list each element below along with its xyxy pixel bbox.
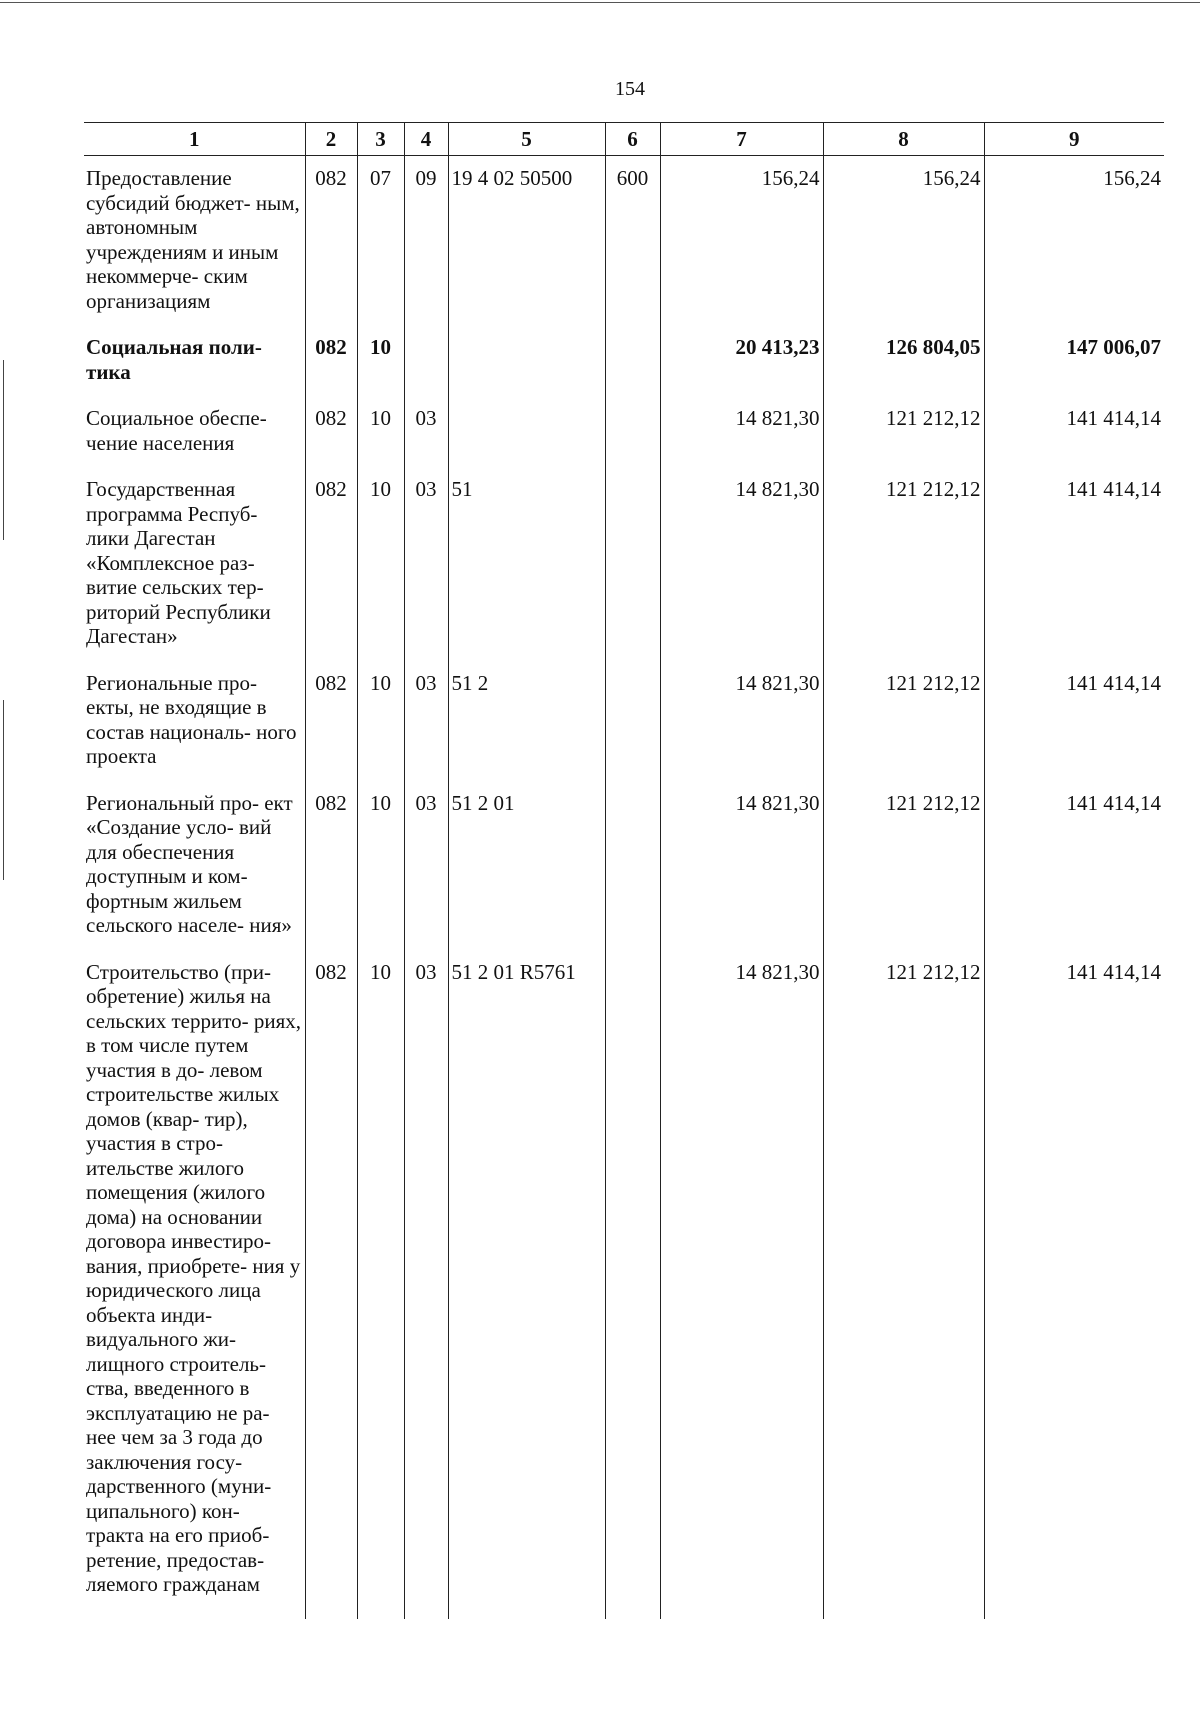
- row-name: Региональные про- екты, не входящие в состав националь- ного проекта: [86, 670, 297, 768]
- cell-amount-9: 147 006,07: [984, 335, 1164, 406]
- cell-amount-8: 126 804,05: [823, 335, 984, 406]
- table-row: [84, 960, 1164, 1619]
- cell-section: 07: [357, 156, 404, 336]
- cell-section: 10: [357, 960, 404, 1619]
- scan-top-border: [0, 2, 1200, 3]
- cell-ministry-code: 082: [305, 156, 357, 336]
- cell-amount-9: 141 414,14: [984, 406, 1164, 477]
- cell-expense-type: [605, 960, 660, 1619]
- cell-expense-type: [605, 477, 660, 671]
- col-header-8: 8: [823, 123, 984, 156]
- budget-table: [84, 122, 1164, 1619]
- cell-ministry-code: 082: [305, 960, 357, 1619]
- cell-amount-7: 156,24: [660, 156, 823, 336]
- row-name: Государственная программа Респуб- лики Дагестан «Комплексное раз- витие сельских тер- риторий Республики Дагестан»: [86, 477, 271, 648]
- cell-ministry-code: 082: [305, 671, 357, 791]
- page-number: 154: [615, 78, 645, 100]
- cell-target-article: 51: [448, 477, 605, 671]
- cell-target-article: 51 2 01: [448, 791, 605, 960]
- cell-amount-7: 14 821,30: [660, 960, 823, 1619]
- cell-subsection: 03: [404, 406, 448, 477]
- cell-subsection: 03: [404, 960, 448, 1619]
- table-row: [84, 406, 1164, 477]
- col-header-2: 2: [305, 123, 357, 156]
- table-row: [84, 156, 1164, 336]
- cell-amount-7: 14 821,30: [660, 671, 823, 791]
- cell-section: 10: [357, 335, 404, 406]
- scan-mark: [3, 700, 4, 880]
- cell-amount-7: 20 413,23: [660, 335, 823, 406]
- cell-expense-type: [605, 671, 660, 791]
- cell-section: 10: [357, 791, 404, 960]
- scan-mark: [3, 360, 4, 540]
- cell-ministry-code: 082: [305, 791, 357, 960]
- table-row: [84, 335, 1164, 406]
- cell-expense-type: [605, 335, 660, 406]
- cell-amount-8: 121 212,12: [823, 477, 984, 671]
- cell-subsection: 03: [404, 477, 448, 671]
- cell-ministry-code: 082: [305, 406, 357, 477]
- cell-amount-8: 121 212,12: [823, 960, 984, 1619]
- cell-amount-9: 141 414,14: [984, 960, 1164, 1619]
- cell-target-article: [448, 406, 605, 477]
- col-header-4: 4: [404, 123, 448, 156]
- cell-section: 10: [357, 477, 404, 671]
- cell-amount-9: 141 414,14: [984, 477, 1164, 671]
- cell-subsection: 09: [404, 156, 448, 336]
- cell-target-article: [448, 335, 605, 406]
- cell-amount-9: 141 414,14: [984, 671, 1164, 791]
- row-name: Социальная поли- тика: [86, 335, 262, 384]
- table-row: [84, 791, 1164, 960]
- cell-amount-8: 156,24: [823, 156, 984, 336]
- col-header-7: 7: [660, 123, 823, 156]
- col-header-9: 9: [984, 123, 1164, 156]
- cell-amount-8: 121 212,12: [823, 406, 984, 477]
- cell-target-article: 51 2: [448, 671, 605, 791]
- row-name: Региональный про- ект «Создание усло- вий для обеспечения доступным и ком- фортным жильем сельского населе- ния»: [86, 790, 293, 937]
- cell-ministry-code: 082: [305, 335, 357, 406]
- cell-expense-type: [605, 791, 660, 960]
- col-header-5: 5: [448, 123, 605, 156]
- cell-target-article: 19 4 02 50500: [448, 156, 605, 336]
- cell-ministry-code: 082: [305, 477, 357, 671]
- col-header-3: 3: [357, 123, 404, 156]
- table-row: [84, 477, 1164, 671]
- row-name: Предоставление субсидий бюджет- ным, автономным учреждениям и иным некоммерче- ским организациям: [86, 166, 300, 313]
- cell-amount-9: 141 414,14: [984, 791, 1164, 960]
- row-name: Строительство (при- обретение) жилья на сельских террито- риях, в том числе путем участия в до- левом строительстве жилых домов (квар- тир), участия в стро- ительстве жилого помещения (жилого дома) на основании договора инвестиро- вания, приобрете- ния у юридического лица объекта инди- видуального жи- лищного строитель- ства, введенного в эксплуатацию не ра- нее чем за 3 года до заключения госу- дарственного (муни- ципального) кон- тракта на его приоб- ретение, предостав- ляемого гражданам: [86, 959, 301, 1596]
- cell-amount-7: 14 821,30: [660, 406, 823, 477]
- table-row: [84, 671, 1164, 791]
- cell-section: 10: [357, 406, 404, 477]
- cell-subsection: 03: [404, 791, 448, 960]
- cell-subsection: [404, 335, 448, 406]
- cell-expense-type: [605, 406, 660, 477]
- header-row: [84, 123, 1164, 156]
- cell-target-article: 51 2 01 R5761: [448, 960, 605, 1619]
- cell-section: 10: [357, 671, 404, 791]
- cell-expense-type: 600: [605, 156, 660, 336]
- col-header-6: 6: [605, 123, 660, 156]
- row-name: Социальное обеспе- чение населения: [86, 406, 267, 455]
- col-header-1: 1: [84, 123, 305, 156]
- cell-amount-7: 14 821,30: [660, 477, 823, 671]
- cell-subsection: 03: [404, 671, 448, 791]
- cell-amount-8: 121 212,12: [823, 791, 984, 960]
- cell-amount-9: 156,24: [984, 156, 1164, 336]
- cell-amount-8: 121 212,12: [823, 671, 984, 791]
- cell-amount-7: 14 821,30: [660, 791, 823, 960]
- budget-table-container: [84, 122, 1164, 1619]
